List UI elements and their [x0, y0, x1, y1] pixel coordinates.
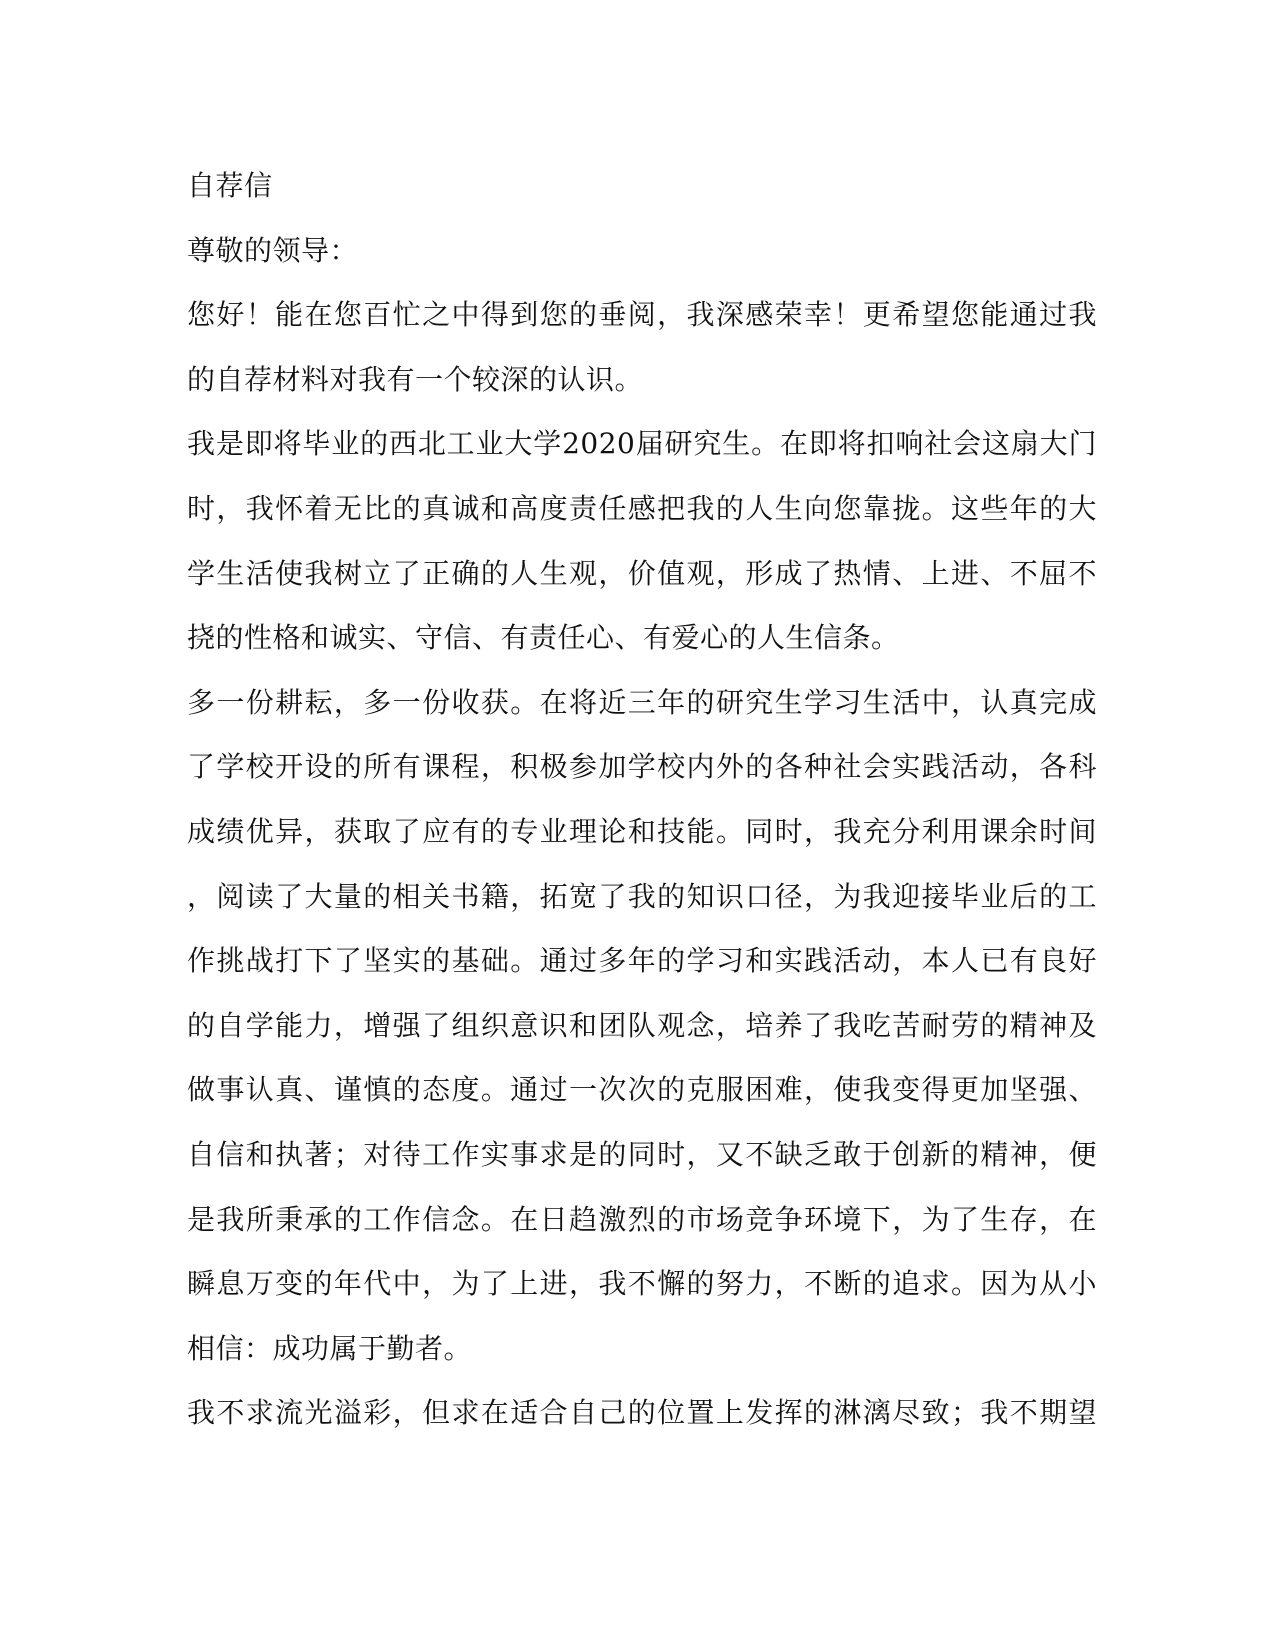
text-line: 做事认真、谨慎的态度。通过一次次的克服困难，使我变得更加坚强、: [187, 1073, 1097, 1107]
text-line: 了学校开设的所有课程，积极参加学校内外的各种社会实践活动，各科: [187, 750, 1097, 784]
text-line: 作挑战打下了坚实的基础。通过多年的学习和实践活动，本人已有良好: [187, 944, 1097, 978]
text-line: ，阅读了大量的相关书籍，拓宽了我的知识口径，为我迎接毕业后的工: [187, 879, 1097, 913]
text-line: 多一份耕耘，多一份收获。在将近三年的研究生学习生活中，认真完成: [187, 685, 1097, 719]
text-line: 您好！能在您百忙之中得到您的垂阅，我深感荣幸！更希望您能通过我: [187, 298, 1097, 332]
text-line: 的自学能力，增强了组织意识和团队观念，培养了我吃苦耐劳的精神及: [187, 1008, 1097, 1042]
text-line: 自信和执著；对待工作实事求是的同时，又不缺乏敢于创新的精神，便: [187, 1137, 1097, 1171]
text-line: 是我所秉承的工作信念。在日趋激烈的市场竞争环境下，为了生存，在: [187, 1202, 1097, 1236]
text-line: 我不求流光溢彩，但求在适合自己的位置上发挥的淋漓尽致；我不期望: [187, 1396, 1097, 1430]
text-line: 时，我怀着无比的真诚和高度责任感把我的人生向您靠拢。这些年的大: [187, 491, 1097, 525]
text-line: 我是即将毕业的西北工业大学2020届研究生。在即将扣响社会这扇大门: [187, 427, 1097, 461]
text-line: 学生活使我树立了正确的人生观，价值观，形成了热情、上进、不屈不: [187, 556, 1097, 590]
letter-title: 自荐信: [187, 169, 273, 202]
text-line: 挠的性格和诚实、守信、有责任心、有爱心的人生信条。: [187, 621, 900, 655]
text-line: 相信：成功属于勤者。: [187, 1331, 473, 1365]
text-line: 成绩优异，获取了应有的专业理论和技能。同时，我充分利用课余时间: [187, 814, 1097, 848]
salutation: 尊敬的领导：: [187, 233, 359, 267]
letter-body: [187, 154, 1097, 1446]
text-line: 的自荐材料对我有一个较深的认识。: [187, 362, 644, 396]
text-line: 瞬息万变的年代中，为了上进，我不懈的努力，不断的追求。因为从小: [187, 1267, 1097, 1301]
